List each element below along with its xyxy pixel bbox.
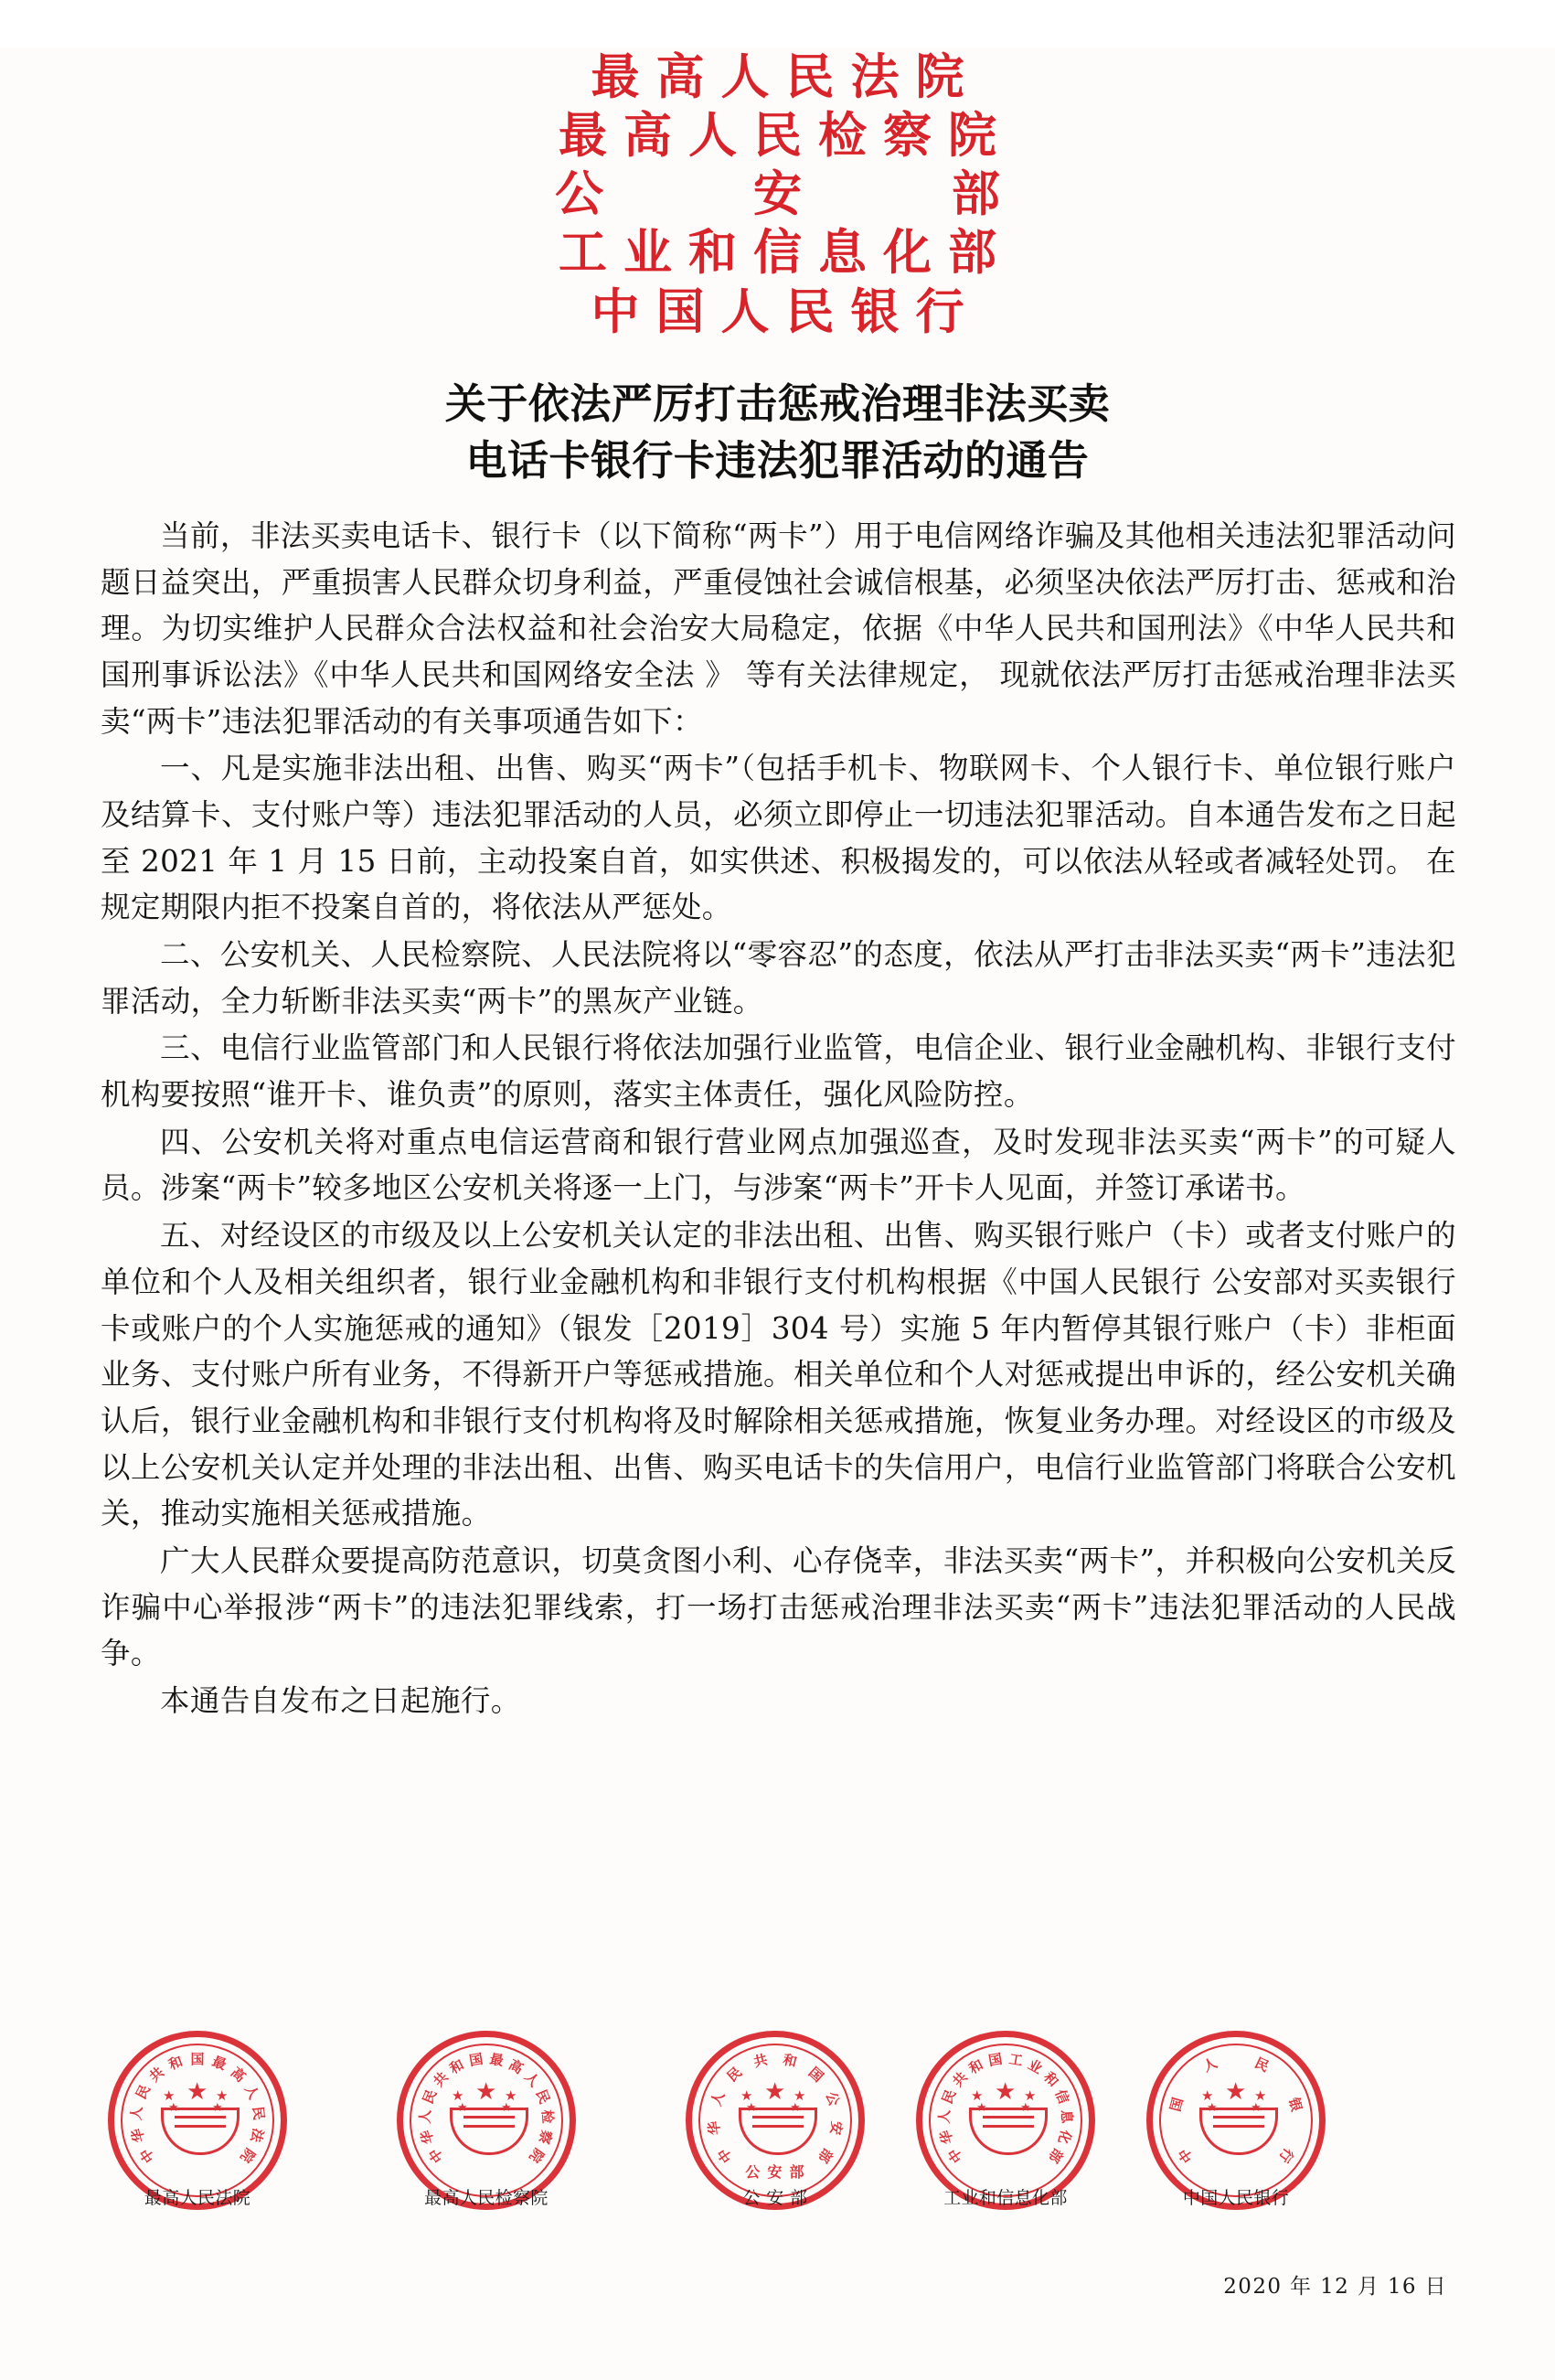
document-body <box>101 513 1456 1724</box>
national-emblem-icon: ★ ★ ★ ★ ★ <box>444 2080 528 2151</box>
letterhead <box>0 48 1555 341</box>
seal-caption-supreme-court: 最高人民法院 <box>144 2188 251 2208</box>
seal-row <box>0 2018 1555 2292</box>
letterhead-line-3: 公 安 部 <box>555 165 1017 223</box>
body-paragraph: 本通告自发布之日起施行。 <box>160 1683 521 1718</box>
national-emblem-icon: ★ ★ ★ ★ ★ <box>733 2080 817 2151</box>
letterhead-line-1: 最高人民法院 <box>591 48 981 105</box>
letterhead-line-2: 最高人民检察院 <box>558 107 1014 165</box>
national-emblem-icon: ★ ★ ★ ★ ★ <box>155 2080 240 2151</box>
seal-arc-text: 中 国 人 民 银 行 <box>1166 2054 1305 2166</box>
national-emblem-icon: ★ ★ ★ ★ ★ <box>1194 2080 1278 2151</box>
official-seal-supreme-procuratorate <box>397 2031 576 2210</box>
document-page <box>0 48 1555 2380</box>
seal-arc-text: 中 华 人 民 共 和 国 最 高 人 民 检 察 院 <box>416 2050 557 2166</box>
seal-bottom-label: 公 安 部 <box>745 2163 805 2181</box>
body-paragraph: 四、公安机关将对重点电信运营商和银行营业网点加强巡查，及时发现非法买卖“两卡”的可疑人员。涉案“两卡”较多地区公安机关将逐一上门，与涉案“两卡”开卡人见面，并签订承诺书。 <box>101 1124 1456 1206</box>
official-seal-miit <box>916 2031 1095 2210</box>
seal-arc-text: 中 华 人 民 共 和 国 最 高 人 民 法 院 <box>127 2051 268 2166</box>
document-title-line-1: 关于依法严厉打击惩戒治理非法买卖 <box>444 379 1111 428</box>
document-date: 2020 年 12 月 16 日 <box>1223 2275 1447 2299</box>
seal-arc-text: 中 华 人 民 共 和 国 工 业 和 信 息 化 部 <box>935 2050 1076 2166</box>
body-paragraph: 五、对经设区的市级及以上公安机关认定的非法出租、出售、购买银行账户（卡）或者支付账户的单位和个人及相关组织者，银行业金融机构和非银行支付机构根据《中国人民银行 公安部对买卖银行卡或账户的个人实施惩戒的通知》（银发［2019］304 号）实施 5 年内暂停其银行账户（卡）非柜面业务、支付账户所有业务，不得新开户等惩戒措施。相关单位和个人对惩戒提出申诉的，经公安机关确认后，银行业金融机构和非银行支付机构将及时解除相关惩戒措施，恢复业务办理。对经设区的市级及以上公安机关认定并处理的非法出租、出售、购买电话卡的失信用户，电信行业监管部门将联合公安机关，推动实施相关惩戒措施。 <box>101 1218 1456 1532</box>
seal-caption-pboc: 中国人民银行 <box>1182 2188 1290 2208</box>
seal-arc-text: 中 华 人 民 共 和 国 公 安 部 <box>705 2051 846 2166</box>
official-seal-supreme-court <box>108 2031 287 2210</box>
official-seal-pboc <box>1146 2031 1326 2210</box>
official-seal-ministry-public-security <box>686 2031 865 2210</box>
body-paragraph: 一、凡是实施非法出租、出售、购买“两卡”（包括手机卡、物联网卡、个人银行卡、单位银行账户及结算卡、支付账户等）违法犯罪活动的人员，必须立即停止一切违法犯罪活动。自本通告发布之日起至 2021 年 1 月 15 日前，主动投案自首，如实供述、积极揭发的，可以依法从轻或者减轻处罚。 在规定期限内拒不投案自首的，将依法从严惩处。 <box>101 751 1456 925</box>
document-title-line-2: 电话卡银行卡违法犯罪活动的通告 <box>465 435 1090 485</box>
document-title <box>0 376 1555 489</box>
body-paragraph: 当前，非法买卖电话卡、银行卡（以下简称“两卡”）用于电信网络诈骗及其他相关违法犯罪活动问题日益突出，严重损害人民群众切身利益，严重侵蚀社会诚信根基，必须坚决依法严厉打击、惩戒和治理。为切实维护人民群众合法权益和社会治安大局稳定，依据《中华人民共和国刑法》《中华人民共和国刑事诉讼法》《中华人民共和国网络安全法 》 等有关法律规定， 现就依法严厉打击惩戒治理非法买卖“两卡”违法犯罪活动的有关事项通告如下： <box>101 518 1456 739</box>
body-paragraph: 二、公安机关、人民检察院、人民法院将以“零容忍”的态度，依法从严打击非法买卖“两卡”违法犯罪活动，全力斩断非法买卖“两卡”的黑灰产业链。 <box>101 937 1456 1019</box>
national-emblem-icon: ★ ★ ★ ★ ★ <box>964 2080 1048 2151</box>
seal-caption-supreme-procuratorate: 最高人民检察院 <box>424 2188 549 2208</box>
letterhead-line-4: 工业和信息化部 <box>558 224 1014 282</box>
body-paragraph: 三、电信行业监管部门和人民银行将依法加强行业监管，电信企业、银行业金融机构、非银行支付机构要按照“谁开卡、谁负责”的原则，落实主体责任，强化风险防控。 <box>101 1030 1456 1113</box>
body-paragraph: 广大人民群众要提高防范意识，切莫贪图小利、心存侥幸，非法买卖“两卡”，并积极向公安机关反诈骗中心举报涉“两卡”的违法犯罪线索，打一场打击惩戒治理非法买卖“两卡”违法犯罪活动的人民战争。 <box>101 1542 1456 1671</box>
seal-caption-miit: 工业和信息化部 <box>943 2188 1068 2208</box>
letterhead-line-5: 中国人民银行 <box>591 283 981 340</box>
seal-caption-ministry-public-security: 公 安 部 <box>742 2188 808 2208</box>
